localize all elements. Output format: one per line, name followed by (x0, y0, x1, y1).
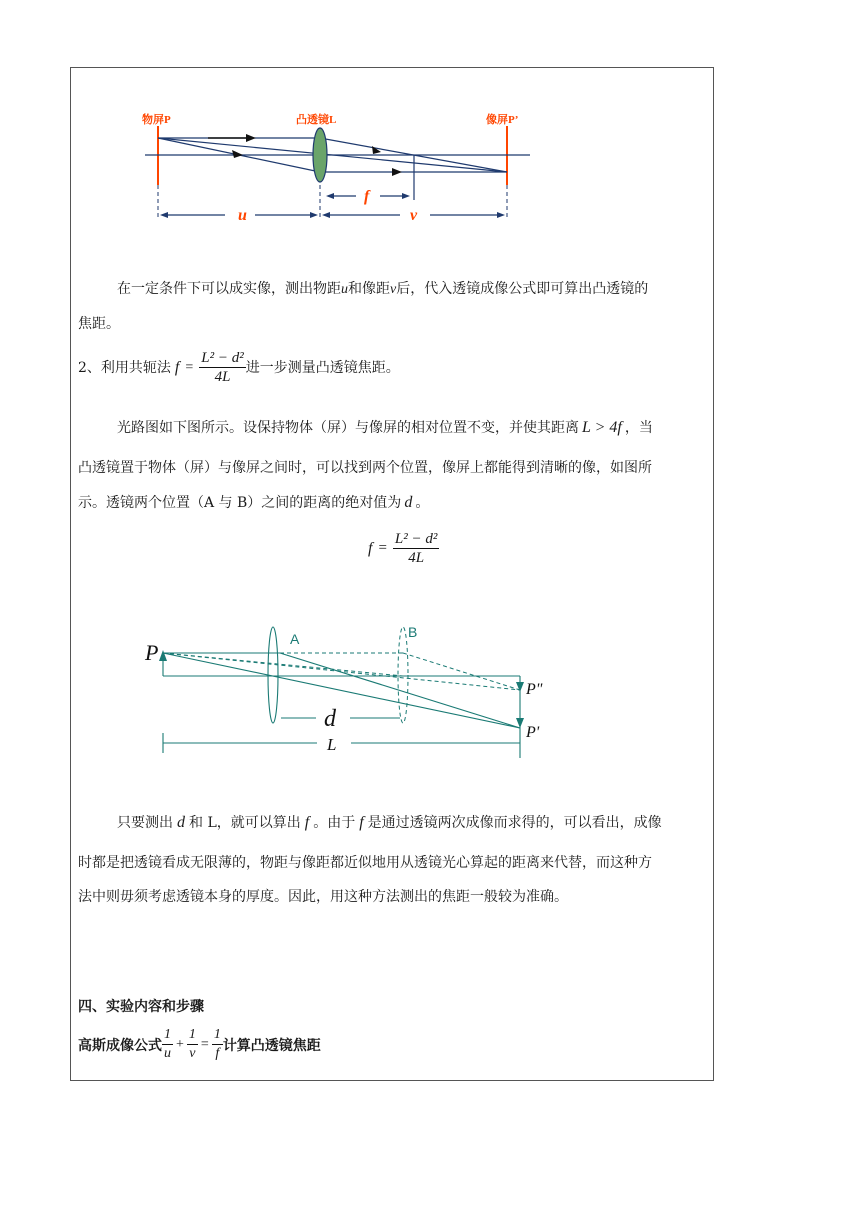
lens-A-label: A (290, 631, 300, 647)
object-screen-label: 物屏P (142, 114, 171, 126)
paragraph-3-line-3: 法中则毋须考虑透镜本身的厚度。因此，用这种方法测出的焦距一般较为准确。 (78, 889, 568, 905)
object-P-label: P (145, 640, 159, 665)
f-label: f (364, 188, 370, 205)
v-label: v (410, 207, 418, 224)
image-P-double-label: P" (526, 681, 543, 698)
section-4-heading: 四、实验内容和步骤 (78, 999, 204, 1015)
lens-label: 凸透镜L (296, 114, 337, 126)
convex-lens (313, 128, 327, 182)
paragraph-1-line-2: 焦距。 (78, 316, 120, 332)
conjugate-formula-fraction: $\frac{\text{L² − d²}}{4L}$ (201, 350, 244, 385)
image-P-single-label: P' (526, 724, 540, 741)
lens-imaging-diagram (140, 105, 540, 230)
u-var: u (341, 282, 348, 297)
conjugate-method-diagram (140, 620, 560, 760)
distance-L-label: L (327, 735, 337, 754)
gauss-formula-line: 高斯成像公式 $\frac{1}{u}$ + $\frac{1}{v}$ = $\frac{1}{f}$ 计算凸透镜焦距 (78, 1027, 321, 1061)
image-screen-label: 像屏P’ (486, 114, 519, 126)
distance-d-label: d (324, 706, 336, 732)
paragraph-2-line-1: 光路图如下图所示。设保持物体（屏）与像屏的相对位置不变，并使其距离 L > 4f ，当 (117, 419, 653, 436)
paragraph-2-line-2: 凸透镜置于物体（屏）与像屏之间时，可以找到两个位置，像屏上都能得到清晰的像，如图所 (78, 460, 652, 476)
focal-length-formula: f = $\frac{\text{L² − d²}}{4L}$ (368, 531, 438, 566)
item-2-conjugate-method: 2、利用共轭法 f = $\frac{\text{L² − d²}}{4L}$ 进一步测量凸透镜焦距。 (78, 350, 400, 385)
fraction-1-over-v: $\frac{1}{v}$ (188, 1027, 196, 1061)
paragraph-2-line-3: 示。透镜两个位置（A 与 B）之间的距离的绝对值为 d 。 (78, 494, 430, 511)
lens-position-b (398, 627, 408, 723)
fraction-1-over-f: $\frac{1}{f}$ (213, 1027, 221, 1061)
rays (158, 138, 507, 200)
paragraph-3-line-2: 时都是把透镜看成无限薄的，物距与像距都近似地用从透镜光心算起的距离来代替，而这种方 (78, 855, 652, 871)
formula-fraction: $\frac{\text{L² − d²}}{4L}$ (394, 531, 438, 566)
lens-B-label: B (408, 624, 418, 640)
u-label: u (238, 207, 247, 224)
paragraph-1-line-1: 在一定条件下可以成实像，测出物距u和像距v后，代入透镜成像公式即可算出凸透镜的 (117, 281, 649, 297)
paragraph-3-line-1: 只要测出 d 和 L，就可以算出 f 。由于 f 是通过透镜两次成像而求得的，可以看出，成像 (117, 814, 662, 831)
v-var: v (390, 282, 397, 297)
fraction-1-over-u: $\frac{1}{u}$ (164, 1027, 171, 1061)
